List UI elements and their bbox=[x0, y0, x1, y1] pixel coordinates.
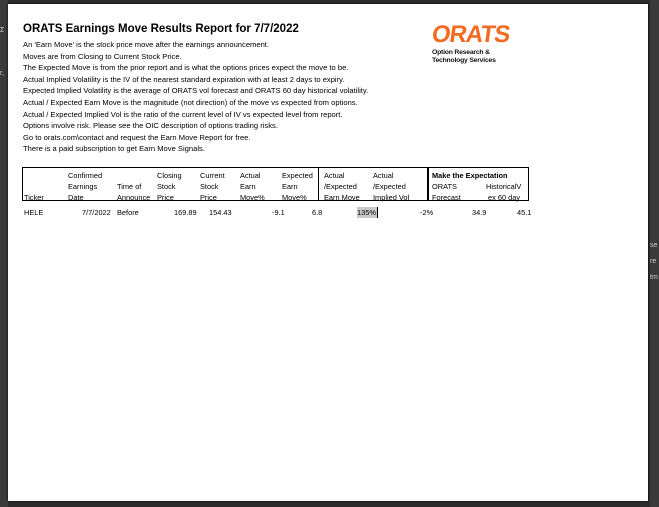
header-expected-move-1: Expected bbox=[282, 171, 313, 180]
edge-text-right-2: re bbox=[650, 258, 657, 265]
cell-orats-forecast[interactable]: 34.9 bbox=[472, 208, 487, 217]
header-expected-move-3: Move% bbox=[282, 193, 307, 202]
right-app-edge bbox=[650, 0, 659, 507]
header-hist-2: ex 60 day bbox=[488, 193, 521, 202]
cell-hist[interactable]: 45.1 bbox=[517, 208, 532, 217]
description-line: Moves are from Closing to Current Stock Price. bbox=[23, 51, 182, 61]
header-ratio-move-1: Actual bbox=[324, 171, 345, 180]
cell-ratio-iv[interactable]: -2% bbox=[420, 208, 434, 217]
orats-logo bbox=[430, 21, 512, 65]
description-line: There is a paid subscription to get Earn Move Signals. bbox=[23, 144, 205, 154]
cell-actual-move[interactable]: -9.1 bbox=[272, 208, 285, 217]
description-line: The Expected Move is from the prior report and is what the options prices expect the move to be. bbox=[23, 63, 349, 73]
header-ratio-move-2: /Expected bbox=[324, 182, 357, 191]
header-ratio-move-3: Earn Move bbox=[324, 193, 360, 202]
header-ratio-iv-2: /Expected bbox=[373, 182, 406, 191]
cell-date[interactable]: 7/7/2022 bbox=[82, 208, 111, 217]
header-current-2: Stock bbox=[200, 182, 219, 191]
report-description bbox=[23, 39, 368, 155]
header-actual-move-3: Move% bbox=[240, 193, 265, 202]
header-actual-move-1: Actual bbox=[240, 171, 261, 180]
description-line: Options involve risk. Please see the OIC description of options trading risks. bbox=[23, 121, 278, 131]
cell-ticker[interactable]: HELE bbox=[24, 208, 44, 217]
edge-text-left-mid: r, bbox=[0, 70, 4, 77]
header-time-2: Announce bbox=[117, 193, 151, 202]
header-closing-3: Price bbox=[157, 193, 174, 202]
header-ratio-iv-3: Implied Vol bbox=[373, 193, 410, 202]
header-confirmed-1: Confirmed bbox=[68, 171, 103, 180]
header-actual-move-2: Earn bbox=[240, 182, 256, 191]
description-line: Expected Implied Volatility is the average of ORATS vol forecast and ORATS 60 day historical volatility. bbox=[23, 86, 369, 96]
edge-text-right-1: se bbox=[650, 242, 658, 249]
report-title: ORATS Earnings Move Results Report for 7/7/2022 bbox=[23, 23, 299, 35]
cell-ratio-move-selected[interactable]: 135% bbox=[357, 208, 376, 217]
logo-wordmark: ORATS bbox=[430, 21, 512, 48]
description-line: Actual / Expected Implied Vol is the ratio of the current level of IV vs expected level from report. bbox=[23, 109, 343, 119]
earnings-table bbox=[22, 167, 532, 217]
header-orats-1: ORATS bbox=[432, 182, 457, 191]
header-make-expectation: Make the Expectation bbox=[432, 171, 508, 180]
header-expected-move-2: Earn bbox=[282, 182, 298, 191]
header-current-1: Current bbox=[200, 171, 225, 180]
header-ratio-iv-1: Actual bbox=[373, 171, 394, 180]
logo-subtitle-2: Technology Services bbox=[432, 57, 496, 64]
header-orats-2: Forecast bbox=[432, 193, 461, 202]
header-hist-1: HistoricalV bbox=[486, 182, 522, 191]
header-closing-2: Stock bbox=[157, 182, 176, 191]
cell-time[interactable]: Before bbox=[117, 208, 139, 217]
header-closing-1: Closing bbox=[157, 171, 182, 180]
edge-text-right-3: tm bbox=[650, 274, 658, 281]
header-time-1: Time of bbox=[117, 182, 142, 191]
cell-closing[interactable]: 169.89 bbox=[174, 208, 197, 217]
column-divider bbox=[318, 167, 319, 201]
description-line: An 'Earn Move' is the stock price move after the earnings announcement. bbox=[23, 40, 270, 49]
header-ticker: Ticker bbox=[24, 193, 44, 202]
header-confirmed-2: Earnings bbox=[68, 182, 98, 191]
edge-text-left-top: Σ bbox=[0, 27, 5, 34]
cell-expected-move[interactable]: 6.8 bbox=[312, 208, 323, 217]
description-line: Actual / Expected Earn Move is the magnitude (not direction) of the move vs expected from options. bbox=[23, 97, 358, 107]
description-line: Go to orats.com\contact and request the Earn Move Report for free. bbox=[23, 132, 251, 142]
header-confirmed-3: Date bbox=[68, 193, 84, 202]
report-page bbox=[8, 4, 648, 501]
logo-subtitle-1: Option Research & bbox=[432, 49, 490, 56]
cell-current[interactable]: 154.43 bbox=[209, 208, 232, 217]
description-line: Actual Implied Volatility is the IV of the nearest standard expiration with at least 2 days to expiry. bbox=[23, 74, 345, 84]
header-current-3: Price bbox=[200, 193, 217, 202]
